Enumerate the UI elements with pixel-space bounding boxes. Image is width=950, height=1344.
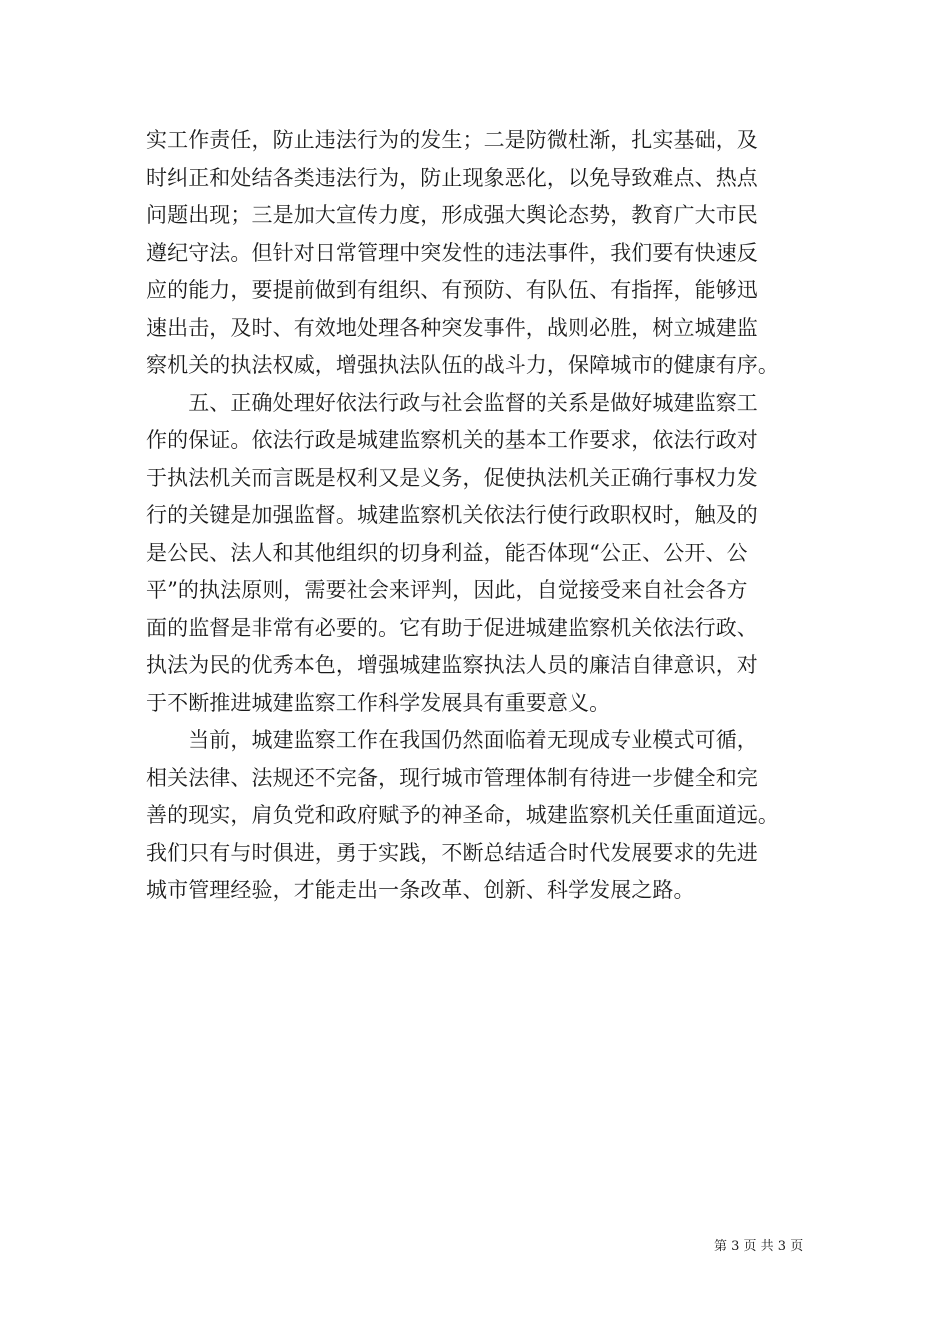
text-line: 察机关的执法权威，增强执法队伍的战斗力，保障城市的健康有序。 xyxy=(146,353,779,377)
document-body xyxy=(146,122,814,910)
text-line: 平”的执法原则，需要社会来评判，因此，自觉接受来自社会各方 xyxy=(146,578,748,602)
text-line: 是公民、法人和其他组织的切身利益，能否体现“公正、公开、公 xyxy=(146,540,748,565)
text-line: 遵纪守法。但针对日常管理中突发性的违法事件，我们要有快速反 xyxy=(146,240,758,265)
text-line: 城市管理经验，才能走出一条改革、创新、科学发展之路。 xyxy=(146,878,695,902)
paragraph-start-line: 当前，城建监察工作在我国仍然面临着无现成专业模式可循， xyxy=(146,728,758,752)
text-line: 速出击，及时、有效地处理各种突发事件，战则必胜，树立城建监 xyxy=(146,315,758,340)
text-line: 应的能力，要提前做到有组织、有预防、有队伍、有指挥，能够迅 xyxy=(146,278,758,302)
text-line: 作的保证。依法行政是城建监察机关的基本工作要求，依法行政对 xyxy=(146,428,758,452)
paragraph-start-line: 五、正确处理好依法行政与社会监督的关系是做好城建监察工 xyxy=(146,390,758,415)
text-line: 我们只有与时俱进，勇于实践，不断总结适合时代发展要求的先进 xyxy=(146,840,758,865)
text-line: 行的关键是加强监督。城建监察机关依法行使行政职权时，触及的 xyxy=(146,503,758,527)
text-line: 执法为民的优秀本色，增强城建监察执法人员的廉洁自律意识，对 xyxy=(146,653,758,677)
text-line: 于不断推进城建监察工作科学发展具有重要意义。 xyxy=(146,690,611,715)
text-line: 时纠正和处结各类违法行为，防止现象恶化，以免导致难点、热点 xyxy=(146,165,758,190)
text-line: 问题出现；三是加大宣传力度，形成强大舆论态势，教育广大市民 xyxy=(146,203,758,227)
text-line: 相关法律、法规还不完备，现行城市管理体制有待进一步健全和完 xyxy=(146,765,758,790)
text-line: 面的监督是非常有必要的。它有助于促进城建监察机关依法行政、 xyxy=(146,615,758,640)
text-line: 实工作责任，防止违法行为的发生；二是防微杜渐，扎实基础，及 xyxy=(146,128,758,152)
page-number-footer: 第 3 页 共 3 页 xyxy=(714,1239,804,1254)
text-line: 善的现实，肩负党和政府赋予的神圣命，城建监察机关任重面道远。 xyxy=(146,803,779,827)
text-line: 于执法机关而言既是权利又是义务，促使执法机关正确行事权力发 xyxy=(146,465,758,490)
